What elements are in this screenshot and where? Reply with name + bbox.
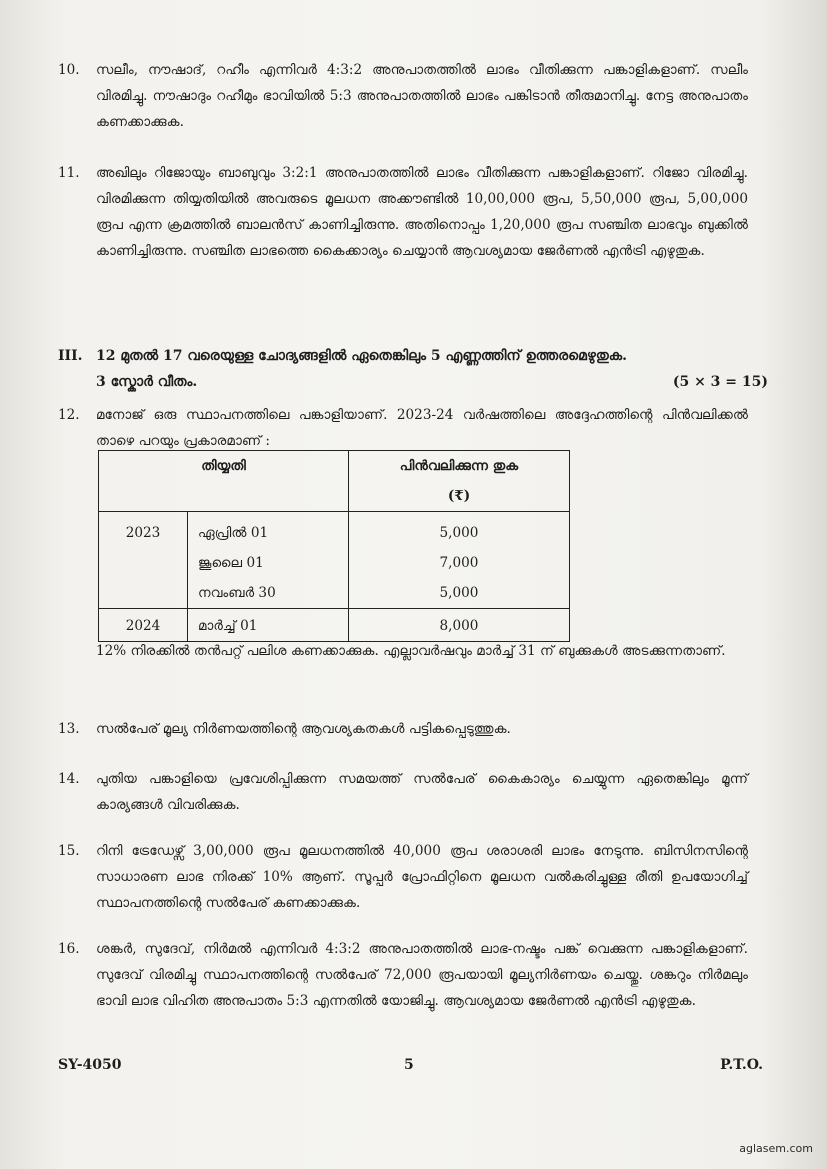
table-row — [99, 512, 570, 609]
section-score-note: 3 സ്കോർ വീതം. — [96, 374, 198, 390]
question-text: സലീം, നൗഷാദ്, റഹീം എന്നിവർ 4:3:2 അനുപാതത്തിൽ ലാഭം വീതിക്കുന്ന പങ്കാളികളാണ്. സലീം വിരമിച്ചു. നൗഷാദും റഹീമും ഭാവിയിൽ 5:3 അനുപാതത്തിൽ ലാഭം പങ്കിടാൻ തീരുമാനിച്ചു. നേട്ട അനുപാതം കണക്കാക്കുക. — [96, 62, 748, 130]
dates-cell — [188, 512, 349, 609]
question-13 — [58, 716, 748, 742]
question-number: 11. — [58, 165, 80, 181]
question-number: 12. — [58, 407, 80, 423]
amount: 7,000 — [439, 555, 479, 571]
question-14 — [58, 766, 748, 818]
withdrawals-table — [98, 450, 570, 642]
section-instruction: 12 മുതൽ 17 വരെയുള്ള ചോദ്യങ്ങളിൽ ഏതെങ്കിലും 5 എണ്ണത്തിന് ഉത്തരമെഴുതുക. — [96, 348, 628, 364]
question-16 — [58, 936, 748, 1014]
amount: 5,000 — [439, 525, 479, 541]
header-amount-unit: (₹) — [447, 488, 471, 504]
section-marks: (5 × 3 = 15) — [672, 374, 768, 390]
section-number: III. — [58, 348, 83, 364]
question-number: 15. — [58, 843, 80, 859]
date: മാർച്ച് 01 — [188, 609, 349, 642]
watermark: aglasem.com — [739, 1142, 813, 1155]
question-text: മനോജ് ഒരു സ്ഥാപനത്തിലെ പങ്കാളിയാണ്. 2023-24 വർഷത്തിലെ അദ്ദേഹത്തിന്റെ പിൻവലിക്കൽ താഴെ പറയും പ്രകാരമാണ് : — [96, 407, 748, 449]
question-12 — [58, 402, 748, 454]
amount: 5,000 — [439, 585, 479, 601]
question-15 — [58, 838, 748, 916]
question-number: 10. — [58, 62, 80, 78]
amounts-cell — [349, 512, 570, 609]
amount: 8,000 — [349, 609, 570, 642]
paper-code: SY-4050 — [58, 1057, 122, 1073]
table-row — [99, 609, 570, 642]
date: ജൂലൈ 01 — [198, 555, 264, 571]
header-amount — [349, 451, 570, 512]
question-text: അഖിലും റിജോയും ബാബുവും 3:2:1 അനുപാതത്തിൽ ലാഭം വീതിക്കുന്ന പങ്കാളികളാണ്. റിജോ വിരമിച്ചു. വിരമിക്കുന്ന തിയ്യതിയിൽ അവരുടെ മൂലധന അക്കൗണ്ടിൽ 10,00,000 രൂപ, 5,50,000 രൂപ, 5,00,000 രൂപ എന്ന ക്രമത്തിൽ ബാലൻസ് കാണിച്ചിരുന്നു. അതിനൊപ്പം 1,20,000 രൂപ സഞ്ചിത ലാഭവും ബുക്കിൽ കാണിച്ചിരുന്നു. സഞ്ചിത ലാഭത്തെ കൈക്കാര്യം ചെയ്യാൻ ആവശ്യമായ ജേർണൽ എൻട്രി എഴുതുക. — [96, 165, 748, 259]
question-text: റിനി ട്രേഡേഴ്സ് 3,00,000 രൂപ മൂലധനത്തിൽ 40,000 രൂപ ശരാശരി ലാഭം നേടുന്നു. ബിസിനസിന്റെ സാധാരണ ലാഭ നിരക്ക് 10% ആണ്. സൂപ്പർ പ്രോഫിറ്റിനെ മൂലധന വൽകരിച്ചുള്ള രീതി ഉപയോഗിച്ച് സ്ഥാപനത്തിന്റെ സൽപേര് കണക്കാക്കുക. — [96, 843, 748, 911]
header-date: തിയ്യതി — [99, 451, 349, 512]
date: നവംബർ 30 — [198, 585, 276, 601]
year-cell: 2024 — [99, 609, 188, 642]
section-three-header — [58, 343, 768, 395]
question-number: 13. — [58, 721, 80, 737]
date: ഏപ്രിൽ 01 — [198, 525, 269, 541]
question-number: 14. — [58, 771, 80, 787]
page-number: 5 — [404, 1057, 414, 1073]
question-10 — [58, 57, 748, 135]
pto-label: P.T.O. — [720, 1057, 763, 1073]
header-amount-label: പിൻവലിക്കുന്ന തുക — [399, 458, 519, 474]
question-text: സൽപേര് മൂല്യ നിർണയത്തിന്റെ ആവശ്യകതകൾ പട്ടികപ്പെടുത്തുക. — [96, 721, 511, 737]
question-text: ശങ്കർ, സുദേവ്, നിർമൽ എന്നിവർ 4:3:2 അനുപാതത്തിൽ ലാഭ-നഷ്ടം പങ്ക് വെക്കുന്ന പങ്കാളികളാണ്. സുദേവ് വിരമിച്ചു സ്ഥാപനത്തിന്റെ സൽപേര് 72,000 രൂപയായി മൂല്യനിർണയം ചെയ്തു. ശങ്കറും നിർമലും ഭാവി ലാഭ വിഹിത അനുപാതം 5:3 എന്നതിൽ യോജിച്ചു. ആവശ്യമായ ജേർണൽ എൻട്രി എഴുതുക. — [96, 941, 748, 1009]
question-12-continued — [58, 638, 748, 664]
question-number: 16. — [58, 941, 80, 957]
question-text: പുതിയ പങ്കാളിയെ പ്രവേശിപ്പിക്കുന്ന സമയത്ത് സൽപേര് കൈകാര്യം ചെയ്യുന്ന ഏതെങ്കിലും മൂന്ന് കാര്യങ്ങൾ വിവരിക്കുക. — [96, 771, 748, 813]
year-cell: 2023 — [99, 512, 188, 609]
question-text: 12% നിരക്കിൽ തൻപറ്റ് പലിശ കണക്കാക്കുക. എല്ലാവർഷവും മാർച്ച് 31 ന് ബുക്കുകൾ അടക്കുന്നതാണ്. — [96, 643, 726, 659]
question-11 — [58, 160, 748, 264]
